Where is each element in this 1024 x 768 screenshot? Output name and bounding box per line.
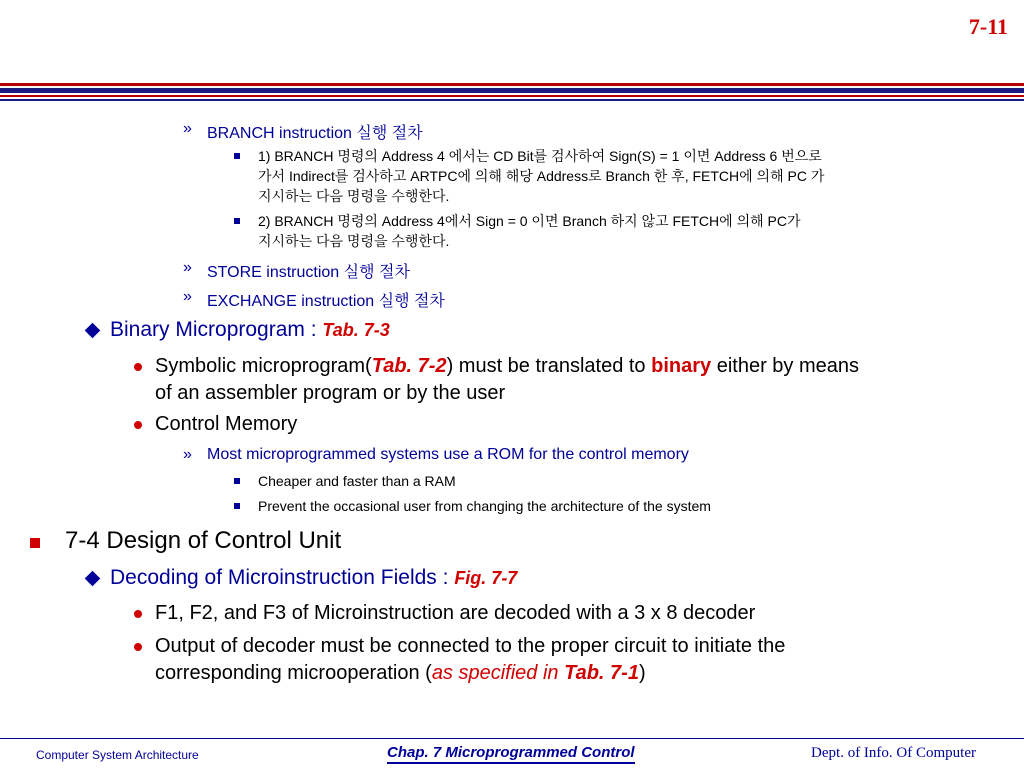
- binary-heading: [110, 318, 390, 342]
- round-bullet: [134, 643, 142, 651]
- branch-item-2-line-1: 2) BRANCH 명령의 Address 4에서 Sign = 0 이면 Branch 하지 않고 FETCH에 의해 PC가: [258, 213, 801, 229]
- header-rule-red-thin: [0, 95, 1024, 97]
- branch-heading: BRANCH instruction 실행 절차: [207, 125, 423, 142]
- b1-pre: Symbolic microprogram(: [155, 355, 372, 377]
- decoding-heading: [110, 566, 517, 590]
- b2-post: ): [638, 662, 646, 684]
- branch-item-1-line-2: 가서 Indirect를 검사하고 ARTPC에 의해 해당 Address로 Branch 한 후, FETCH에 의해 PC 가: [258, 168, 825, 184]
- decoding-heading-ref: Fig. 7-7: [454, 568, 518, 588]
- diamond-bullet: [85, 571, 101, 587]
- control-memory-label: Control Memory: [155, 413, 298, 435]
- raquo-bullet: »: [183, 446, 192, 463]
- square-bullet: [234, 478, 240, 484]
- square-bullet: [234, 503, 240, 509]
- binary-bullet-1-line-1: [155, 353, 859, 380]
- branch-item-1-line-1: 1) BRANCH 명령의 Address 4 에서는 CD Bit를 검사하여 Sign(S) = 1 이면 Address 6 번으로: [258, 148, 822, 164]
- footer-rule: [0, 738, 1024, 739]
- header-rule-navy: [0, 88, 1024, 93]
- slide-number: 7-11: [968, 14, 1008, 39]
- branch-item-2-line-2: 지시하는 다음 명령을 수행한다.: [258, 233, 450, 249]
- exchange-heading: EXCHANGE instruction 실행 절차: [207, 293, 445, 310]
- decoder-bullet-2-line-1: Output of decoder must be connected to the proper circuit to initiate the: [155, 635, 786, 657]
- rom-note: Most microprogrammed systems use a ROM for the control memory: [207, 446, 689, 463]
- rom-item-1: Cheaper and faster than a RAM: [258, 473, 456, 489]
- section-title: 7-4 Design of Control Unit: [65, 527, 342, 554]
- section-square-bullet: [30, 538, 40, 548]
- b1-post: either by means: [711, 355, 859, 377]
- b2-ref: Tab. 7-1: [564, 662, 639, 684]
- raquo-bullet: »: [183, 288, 192, 305]
- square-bullet: [234, 218, 240, 224]
- b2-italic: as specified in: [431, 662, 565, 684]
- footer-left: Computer System Architecture: [36, 748, 199, 762]
- round-bullet: [134, 421, 142, 429]
- b1-ref: Tab. 7-2: [371, 355, 447, 377]
- header-rule-navy-thin: [0, 99, 1024, 101]
- footer-center-text: Chap. 7 Microprogrammed Control: [387, 744, 635, 764]
- diamond-bullet: [85, 323, 101, 339]
- b1-mid: ) must be translated to: [446, 355, 652, 377]
- round-bullet: [134, 610, 142, 618]
- b2-pre: corresponding microoperation (: [155, 662, 432, 684]
- binary-heading-ref: Tab. 7-3: [322, 320, 390, 340]
- binary-bullet-1-line-2: of an assembler program or by the user: [155, 382, 506, 404]
- b1-highlight: binary: [651, 355, 712, 377]
- footer-right: Dept. of Info. Of Computer: [811, 745, 976, 761]
- decoding-heading-text: Decoding of Microinstruction Fields :: [110, 566, 455, 589]
- decoder-bullet-1: F1, F2, and F3 of Microinstruction are decoded with a 3 x 8 decoder: [155, 602, 756, 624]
- footer-center: [387, 744, 635, 761]
- rom-item-2: Prevent the occasional user from changing the architecture of the system: [258, 498, 711, 514]
- binary-heading-text: Binary Microprogram :: [110, 318, 323, 341]
- branch-item-1-line-3: 지시하는 다음 명령을 수행한다.: [258, 188, 450, 204]
- raquo-bullet: »: [183, 259, 192, 276]
- header-rule-red: [0, 83, 1024, 86]
- store-heading: STORE instruction 실행 절차: [207, 264, 410, 281]
- raquo-bullet: »: [183, 120, 192, 137]
- round-bullet: [134, 363, 142, 371]
- square-bullet: [234, 153, 240, 159]
- decoder-bullet-2-line-2: [155, 660, 646, 687]
